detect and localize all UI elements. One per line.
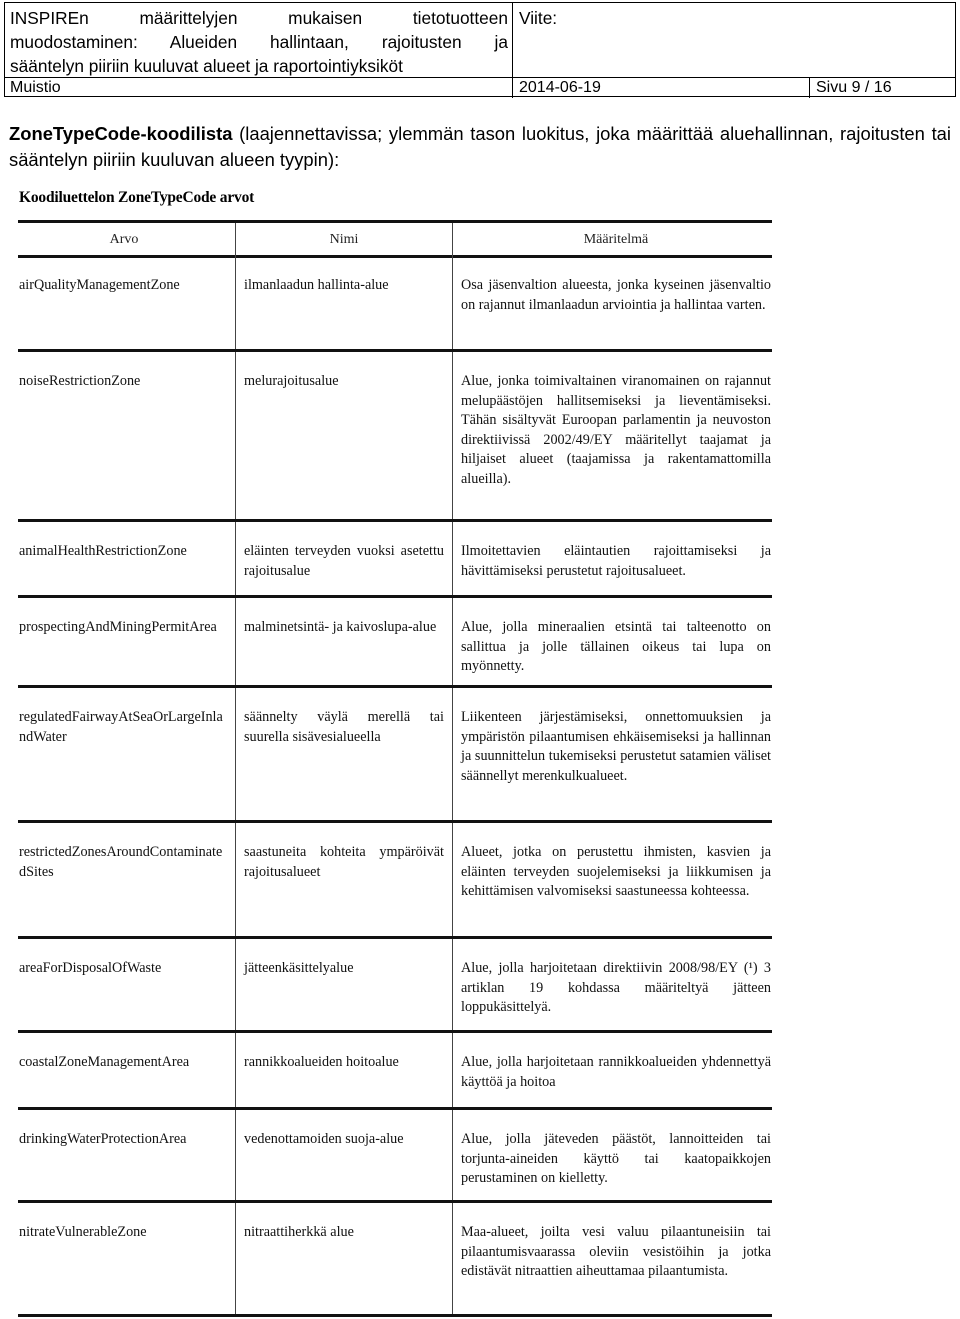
intro-heading: ZoneTypeCode-koodilista — [9, 123, 233, 144]
column-divider — [452, 223, 453, 1314]
row-name: ilmanlaadun hallinta-alue — [244, 277, 389, 293]
row-separator — [18, 685, 772, 688]
codelist-table — [14, 186, 774, 1316]
row-name: saastuneita kohteita ympäröivät rajoitusalueet — [244, 844, 444, 880]
row-definition: Alue, jolla harjoitetaan direktiivin 2008/98/EY (¹) 3 artiklan 19 kohdassa määriteltyä jätteen loppukäsittelyä. — [461, 960, 771, 1015]
title-line: muodostaminen: Alueiden hallintaan, rajoitusten ja — [10, 32, 508, 52]
row-separator — [18, 820, 772, 823]
document-date: 2014-06-19 — [513, 78, 810, 98]
row-definition: Alueet, jotka on perustettu ihmisten, kasvien ja eläinten terveyden suojelemiseksi ja liikkumisen ja kehittämisen valvomiseksi saastuneessa kohteessa. — [461, 844, 771, 899]
document-type: Muistio — [5, 78, 513, 98]
row-separator — [18, 349, 772, 352]
row-name: eläinten terveyden vuoksi asetettu rajoitusalue — [244, 543, 444, 579]
row-definition: Liikenteen järjestämiseksi, onnettomuuksien ja ympäristön pilaantumisen ehkäisemiseksi ja hallinnan ja suunnittelun tukemiseksi perustetut satamien väliset säännellyt merenkulkualueet. — [461, 709, 771, 784]
row-name: nitraattiherkkä alue — [244, 1224, 354, 1240]
page-number: Sivu 9 / 16 — [816, 79, 892, 96]
row-separator — [18, 936, 772, 939]
intro-paragraph — [9, 121, 951, 173]
column-header: Määritelmä — [583, 232, 649, 247]
row-separator — [18, 595, 772, 598]
intro-text: (laajennettavissa; ylemmän tason luokitus, joka määrittää aluehallinnan, rajoitusten tai sääntelyn piiriin kuuluvan alueen tyypin): — [9, 123, 951, 170]
row-name: melurajoitusalue — [244, 373, 339, 389]
row-definition: Alue, jolla harjoitetaan rannikkoalueiden yhdennettyä käyttöä ja hoitoa — [461, 1054, 771, 1090]
row-code: regulatedFairwayAtSeaOrLargeInlandWater — [19, 709, 223, 745]
row-name: malminetsintä- ja kaivoslupa-alue — [244, 619, 437, 635]
row-definition: Alue, jolla jäteveden päästöt, lannoitteiden tai torjunta-aineiden käyttö tai kaatopaikkojen perustaminen on kielletty. — [461, 1131, 771, 1186]
row-definition: Maa-alueet, joilta vesi valuu pilaantuneisiin tai pilaantumisvaarassa oleviin vesistöihin ja jotka edistävät nitraattien aiheuttamaa pilaantumista. — [461, 1224, 771, 1279]
row-name: jätteenkäsittelyalue — [244, 960, 354, 976]
table-top-rule — [18, 220, 772, 223]
row-code: drinkingWaterProtectionArea — [19, 1131, 187, 1147]
row-name: säännelty väylä merellä tai suurella sisävesialueella — [244, 709, 444, 745]
title-line: sääntelyn piiriin kuuluvat alueet ja raportointiyksiköt — [10, 56, 403, 76]
row-code: restrictedZonesAroundContaminatedSites — [19, 844, 223, 880]
reference-label: Viite: — [519, 8, 558, 28]
row-code: nitrateVulnerableZone — [19, 1224, 147, 1240]
row-code: prospectingAndMiningPermitArea — [19, 619, 217, 635]
row-separator — [18, 1107, 772, 1110]
column-header: Arvo — [109, 232, 139, 247]
column-header: Nimi — [329, 232, 359, 247]
row-separator — [18, 1314, 772, 1317]
row-code: coastalZoneManagementArea — [19, 1054, 190, 1070]
row-separator — [18, 519, 772, 522]
title-line: INSPIREn määrittelyjen mukaisen tietotuotteen — [10, 8, 508, 28]
document-title — [5, 3, 513, 77]
row-definition: Alue, jonka toimivaltainen viranomainen on rajannut melupäästöjen hallitsemiseksi ja lieventämiseksi. Tähän sisältyvät Euroopan parlamentin ja neuvoston direktiivissä 2002/49/EY määritellyt taajamat ja hiljaiset alueet (taajamissa ja rakentamattomilla alueilla). — [461, 373, 771, 487]
table-title: Koodiluettelon ZoneTypeCode arvot — [19, 189, 255, 206]
row-code: areaForDisposalOfWaste — [19, 960, 162, 976]
header-meta-row — [5, 77, 955, 98]
row-separator — [18, 1200, 772, 1203]
row-code: animalHealthRestrictionZone — [19, 543, 187, 559]
row-code: noiseRestrictionZone — [19, 373, 141, 389]
row-name: vedenottamoiden suoja-alue — [244, 1131, 404, 1147]
row-definition: Ilmoitettavien eläintautien rajoittamiseksi ja hävittämiseksi perustetut rajoitusalueet. — [461, 543, 771, 579]
row-definition: Osa jäsenvaltion alueesta, jonka kyseinen jäsenvaltio on rajannut ilmanlaadun arviointia ja hallintaa varten. — [461, 277, 771, 313]
row-code: airQualityManagementZone — [19, 277, 180, 293]
row-definition: Alue, jolla mineraalien etsintä tai talteenotto on sallittua ja jolle tällainen oikeus tai lupa on myönnetty. — [461, 619, 771, 674]
table-header-rule — [18, 255, 772, 258]
column-divider — [235, 223, 236, 1314]
row-separator — [18, 1030, 772, 1033]
row-name: rannikkoalueiden hoitoalue — [244, 1054, 399, 1070]
document-header — [4, 2, 956, 97]
